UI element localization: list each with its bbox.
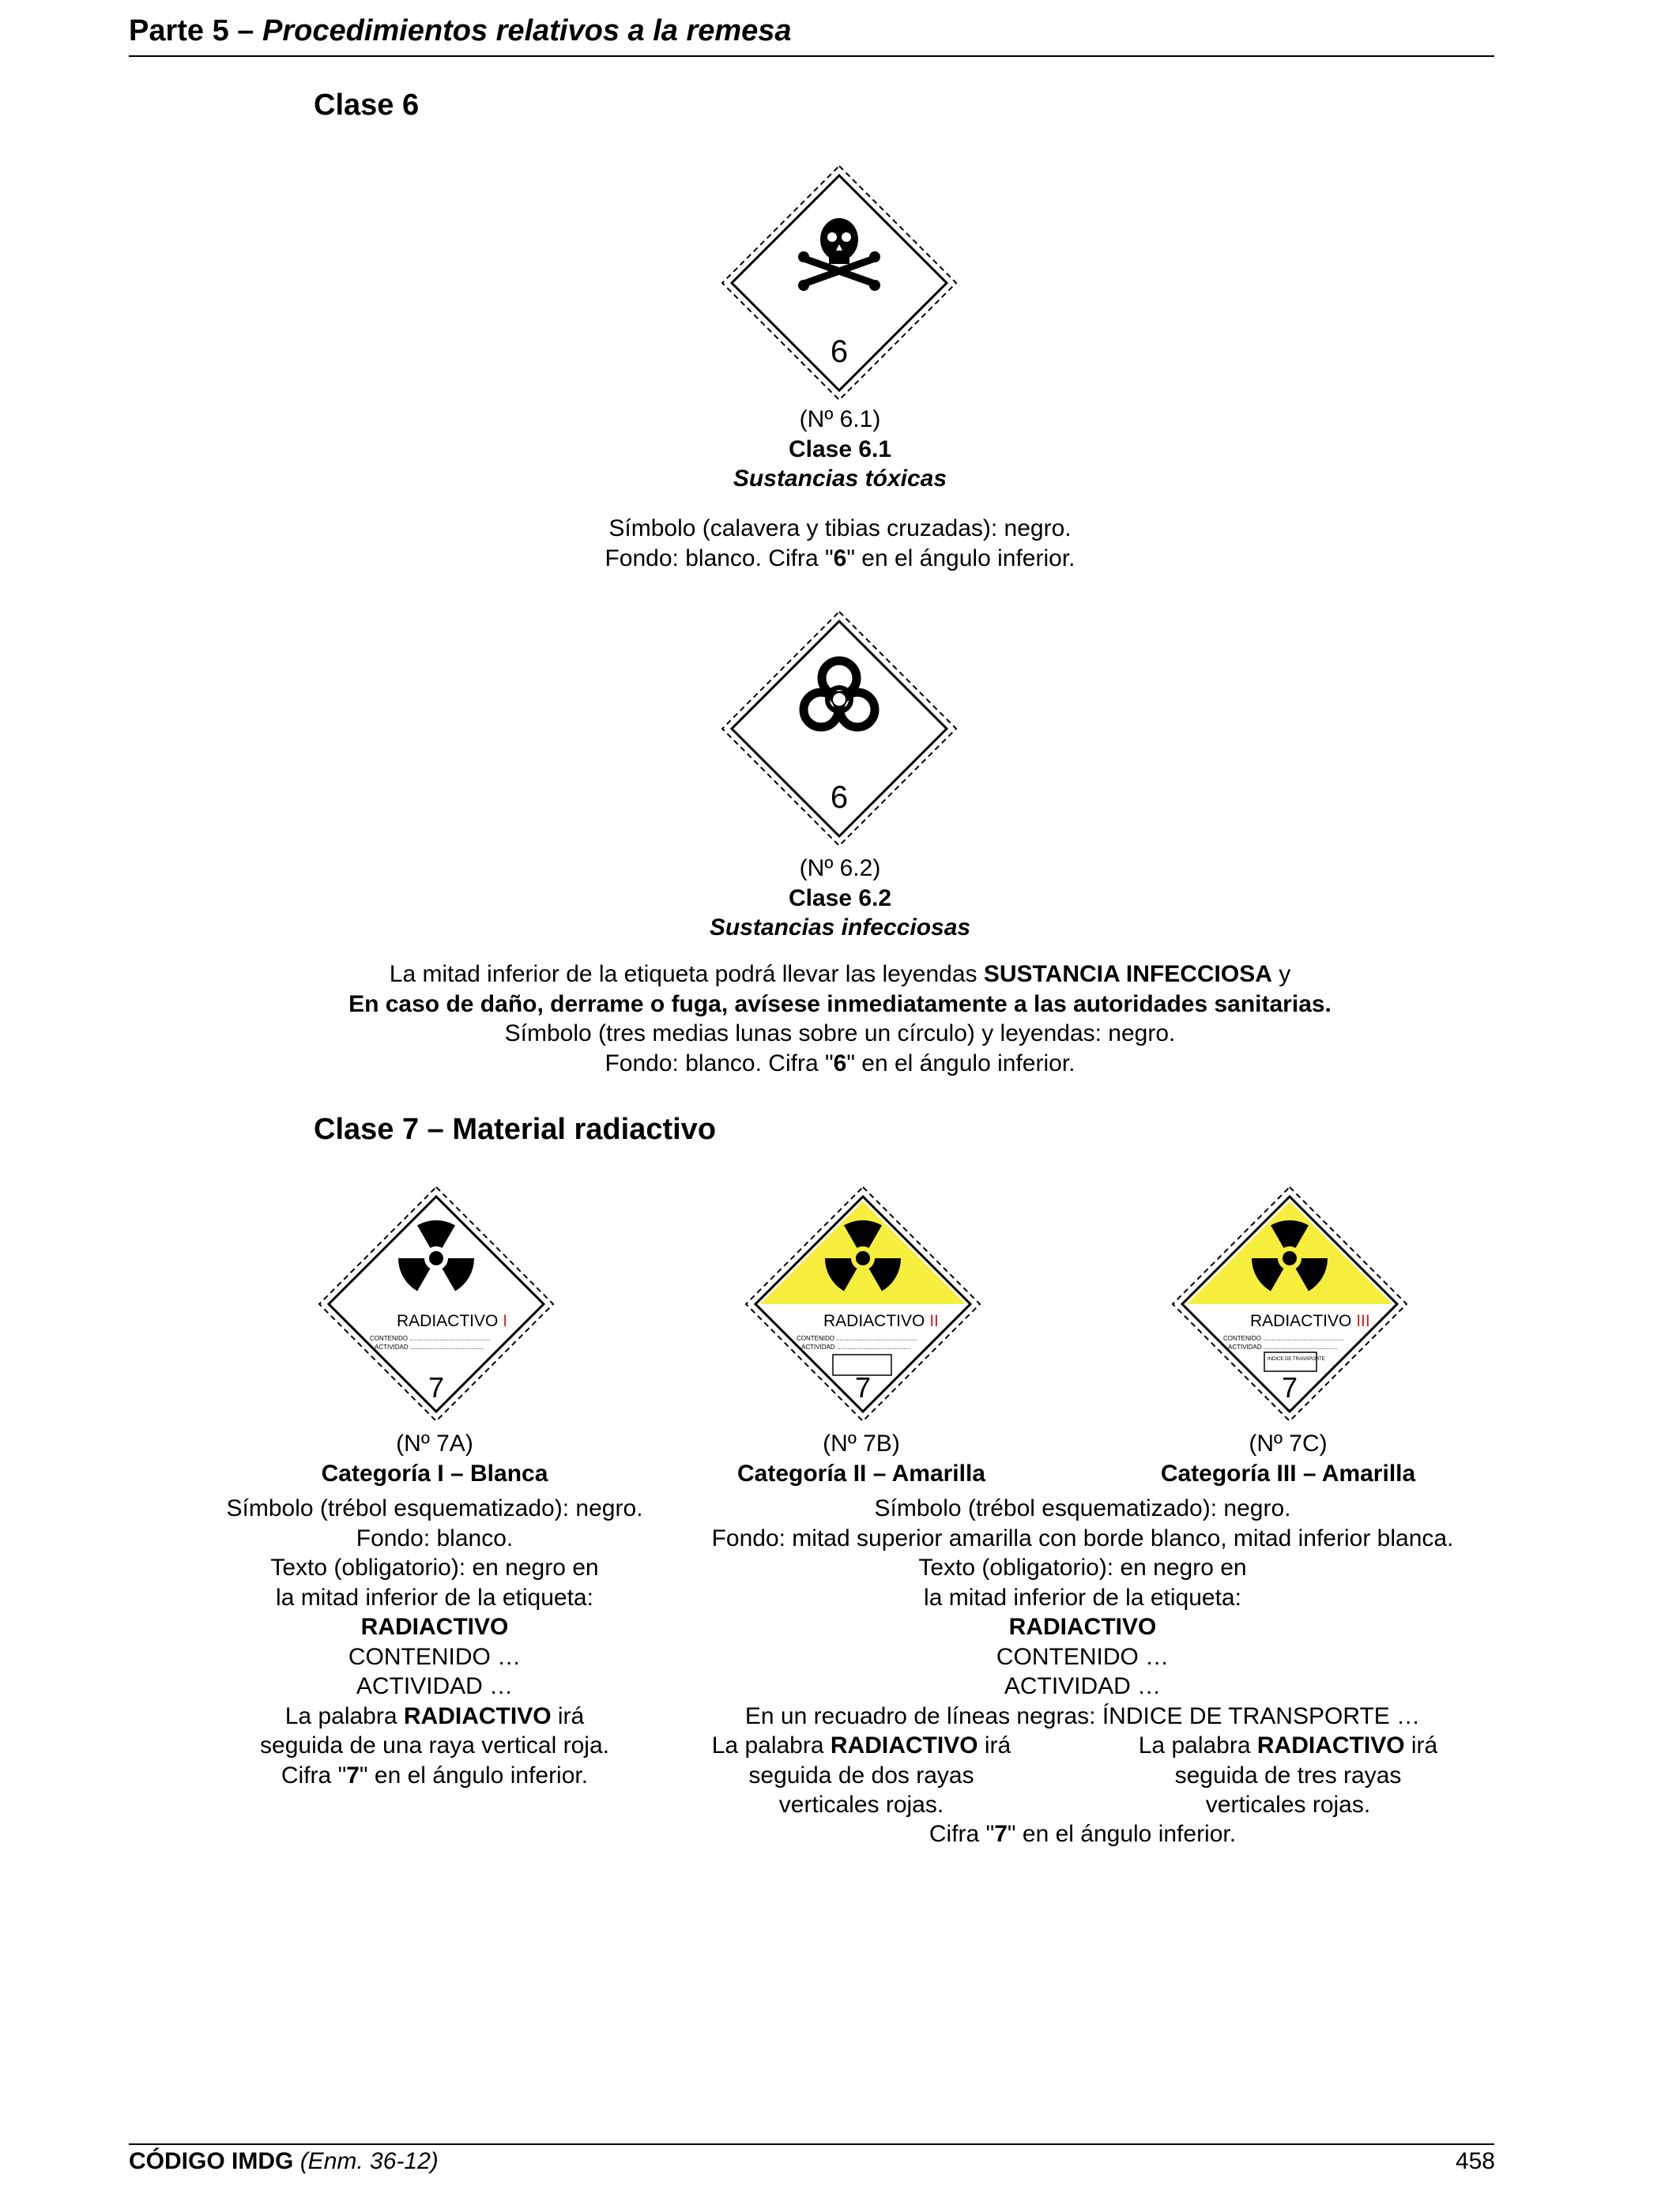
text: " en el ángulo inferior. [846, 1050, 1075, 1076]
text-bold: SUSTANCIA INFECCIOSA [983, 961, 1272, 987]
desc-line: Símbolo (calavera y tibias cruzadas): negro. [608, 515, 1072, 541]
label-number: 7 [854, 1371, 872, 1404]
desc-line: la mitad inferior de la etiqueta: [276, 1584, 593, 1611]
label-category-bars: I [503, 1312, 508, 1330]
desc-line: CONTENIDO … [348, 1643, 522, 1670]
label-word: RADIACTIVO [823, 1312, 930, 1330]
label-7c-category: Categoría III – Amarilla [1160, 1460, 1416, 1487]
text-bold: 6 [833, 545, 847, 571]
header-title: Procedimientos relativos a la remesa [262, 14, 792, 47]
label-number: 6 [830, 780, 849, 815]
label-contenido-text: CONTENIDO .............................................. [797, 1335, 917, 1342]
radiation-trefoil-center [856, 1251, 870, 1265]
text: La palabra [1138, 1732, 1257, 1759]
desc-line: Fondo: blanco. [356, 1525, 514, 1551]
desc-line: ACTIVIDAD … [1004, 1673, 1162, 1699]
label-category-bars: III [1356, 1312, 1370, 1330]
label-word: RADIACTIVO [1250, 1312, 1357, 1330]
label-6-2-class: Clase 6.2 [788, 884, 892, 911]
text-bold: RADIACTIVO [1256, 1732, 1405, 1759]
label-7b-caption [695, 1429, 1027, 1488]
label-number: 7 [1281, 1371, 1298, 1404]
page-header [129, 14, 792, 48]
text-bold: 7 [994, 1821, 1008, 1847]
label-actividad-text: ACTIVIDAD .......................................... [375, 1344, 484, 1351]
footer-rule [129, 2143, 1494, 2145]
desc-line [190, 1761, 680, 1791]
header-rule [129, 55, 1494, 57]
text: y [1271, 961, 1291, 987]
desc-line [237, 1049, 1443, 1079]
label-contenido-text: CONTENIDO .............................................. [370, 1335, 491, 1342]
desc-line [1114, 1731, 1462, 1761]
desc-line [680, 1731, 1043, 1761]
text: Cifra " [929, 1821, 995, 1847]
desc-line: Símbolo (trébol esquematizado): negro. [874, 1495, 1291, 1521]
desc-line [743, 1819, 1422, 1849]
desc-line: ACTIVIDAD … [356, 1673, 514, 1699]
label-contenido-text: CONTENIDO .............................................. [1223, 1335, 1344, 1342]
label-7a-caption [269, 1429, 601, 1488]
label-6-1-description [316, 514, 1364, 573]
desc-line: verticales rojas. [778, 1792, 944, 1818]
label-radiactivo-text [1250, 1312, 1370, 1330]
desc-line: En un recuadro de líneas negras: ÍNDICE DE TRANSPORTE … [744, 1702, 1421, 1729]
label-number: 6 [830, 334, 849, 369]
label-6-1-class: Clase 6.1 [788, 435, 892, 462]
desc-line: Símbolo (tres medias lunas sobre un círculo) y leyendas: negro. [504, 1020, 1176, 1046]
text-bold: 7 [346, 1762, 360, 1789]
text-bold: RADIACTIVO [403, 1702, 552, 1729]
text: " en el ángulo inferior. [1007, 1821, 1237, 1847]
label-7b-note [680, 1731, 1043, 1820]
text: Fondo: blanco. Cifra " [605, 1050, 834, 1076]
label-6-2-infectious [721, 610, 958, 847]
label-category-bars: II [929, 1312, 939, 1330]
label-word: RADIACTIVO [397, 1312, 503, 1330]
footer-code [129, 2148, 439, 2175]
desc-line: seguida de tres rayas [1174, 1762, 1402, 1789]
label-6-1-toxic [721, 164, 958, 401]
text-bold: RADIACTIVO [830, 1732, 978, 1759]
class6-heading: Clase 6 [314, 89, 420, 122]
label-6-1-caption [474, 405, 1206, 494]
desc-line [190, 1702, 680, 1732]
text: irá [1404, 1732, 1438, 1759]
desc-line: En caso de daño, derrame o fuga, avísese inmediatamente a las autoridades sanitarias. [348, 990, 1332, 1017]
label-7bc-final [743, 1819, 1422, 1849]
label-actividad-text: ACTIVIDAD .......................................... [1228, 1344, 1338, 1351]
label-7c-caption [1122, 1429, 1454, 1488]
text: La palabra [711, 1732, 831, 1759]
class7-heading: Clase 7 – Material radiactivo [314, 1113, 717, 1146]
desc-line: RADIACTIVO [360, 1614, 509, 1640]
label-7-a-radioactive [318, 1186, 555, 1423]
text: La palabra [284, 1702, 404, 1729]
label-7a-description [190, 1494, 680, 1790]
desc-line: Fondo: mitad superior amarilla con borde blanco, mitad inferior blanca. [711, 1525, 1454, 1551]
desc-line: CONTENIDO … [996, 1643, 1170, 1670]
text: " en el ángulo inferior. [846, 545, 1075, 571]
label-number: 7 [428, 1371, 445, 1404]
footer-edition: (Enm. 36-12) [299, 2148, 439, 2174]
text: " en el ángulo inferior. [359, 1762, 589, 1789]
text: Cifra " [281, 1762, 347, 1789]
radiation-trefoil-center [1283, 1251, 1297, 1265]
label-6-2-caption [474, 854, 1206, 943]
text: irá [551, 1702, 585, 1729]
text: La mitad inferior de la etiqueta podrá llevar las leyendas [389, 961, 984, 987]
text: Fondo: blanco. Cifra " [605, 545, 834, 571]
desc-line: Texto (obligatorio): en negro en [270, 1555, 599, 1581]
label-7-c-radioactive [1171, 1186, 1408, 1423]
header-part: Parte 5 – [129, 14, 254, 47]
label-radiactivo-text [823, 1312, 939, 1330]
label-7b-code: (Nº 7B) [823, 1431, 900, 1457]
transport-index-box [1264, 1352, 1317, 1371]
label-7b-category: Categoría II – Amarilla [736, 1460, 985, 1487]
label-7a-category: Categoría I – Blanca [321, 1460, 548, 1487]
text: irá [977, 1732, 1011, 1759]
label-7c-code: (Nº 7C) [1249, 1431, 1328, 1457]
desc-line: seguida de dos rayas [748, 1762, 974, 1789]
footer-code-name: CÓDIGO IMDG [129, 2148, 294, 2174]
label-7a-code: (Nº 7A) [396, 1431, 473, 1457]
page-number: 458 [1455, 2148, 1495, 2174]
desc-line: Texto (obligatorio): en negro en [918, 1555, 1247, 1581]
label-7bc-description [664, 1494, 1501, 1731]
label-6-1-code: (Nº 6.1) [799, 406, 881, 432]
label-7c-note [1114, 1731, 1462, 1820]
desc-line: la mitad inferior de la etiqueta: [924, 1584, 1241, 1611]
desc-line: Símbolo (trébol esquematizado): negro. [226, 1495, 643, 1521]
label-6-1-name: Sustancias tóxicas [733, 466, 947, 492]
desc-line [316, 544, 1364, 574]
transport-index-text: INDICE DE TRANSPORTE [1268, 1357, 1325, 1362]
label-6-2-description [237, 959, 1443, 1078]
desc-line: seguida de una raya vertical roja. [260, 1732, 609, 1759]
desc-line: RADIACTIVO [1008, 1614, 1157, 1640]
label-7-b-radioactive [744, 1186, 981, 1423]
desc-line: verticales rojas. [1205, 1792, 1371, 1818]
text-bold: 6 [833, 1050, 847, 1076]
label-6-2-name: Sustancias infecciosas [709, 914, 971, 941]
desc-line [237, 959, 1443, 990]
label-radiactivo-text [397, 1312, 507, 1330]
radiation-trefoil-center [429, 1251, 443, 1265]
label-actividad-text: ACTIVIDAD .......................................... [801, 1344, 911, 1351]
label-6-2-code: (Nº 6.2) [799, 855, 881, 881]
